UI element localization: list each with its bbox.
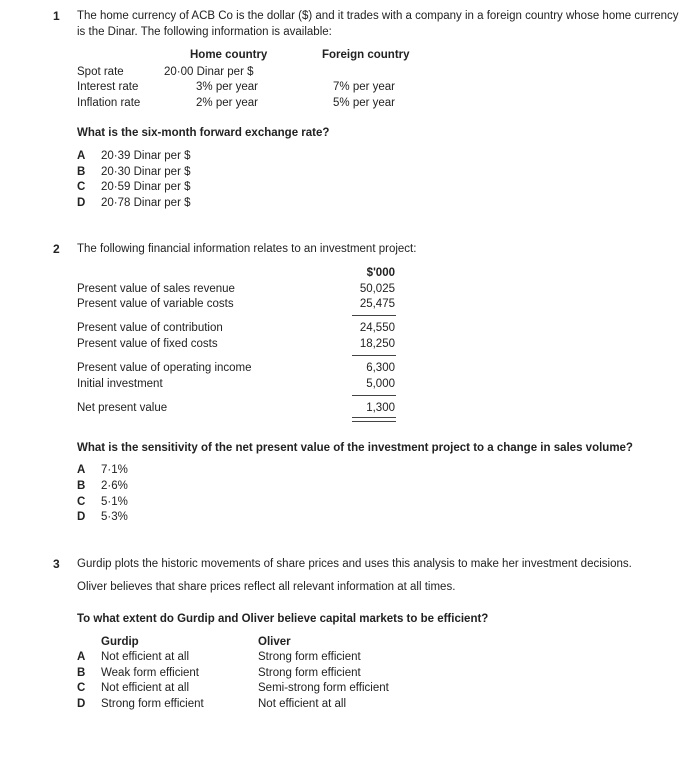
row-value: 18,250 <box>359 338 395 350</box>
foreign-value: 7% per year <box>333 81 396 93</box>
row-value: 5,000 <box>366 378 395 390</box>
row-label: Present value of sales revenue <box>77 283 235 295</box>
column-header-gurdip: Gurdip <box>101 636 139 648</box>
option-letter[interactable]: C <box>77 496 86 508</box>
row-label: Present value of contribution <box>77 322 223 334</box>
option-gurdip[interactable]: Not efficient at all <box>101 651 190 663</box>
row-label: Initial investment <box>77 378 163 390</box>
row-label: Present value of operating income <box>77 362 252 374</box>
column-header-home: Home country <box>190 49 268 61</box>
option-letter[interactable]: D <box>77 511 86 523</box>
home-value: 2% per year <box>196 97 259 109</box>
home-value: 20·00 Dinar per $ <box>164 66 254 78</box>
question-number: 3 <box>53 557 60 571</box>
option-letter[interactable]: D <box>77 698 86 710</box>
home-value: 3% per year <box>196 81 259 93</box>
total-double-rule <box>352 417 396 422</box>
option-letter[interactable]: B <box>77 480 86 492</box>
question-intro: The following financial information relates to an investment project: <box>77 243 417 255</box>
option-oliver[interactable]: Strong form efficient <box>258 651 361 663</box>
option-letter[interactable]: A <box>77 651 86 663</box>
option-letter[interactable]: B <box>77 166 86 178</box>
column-header-foreign: Foreign country <box>322 49 410 61</box>
subtotal-rule <box>352 355 396 356</box>
option-text[interactable]: 2·6% <box>101 480 128 492</box>
row-label: Net present value <box>77 402 168 414</box>
row-value: 50,025 <box>359 283 395 295</box>
row-value: 25,475 <box>359 298 395 310</box>
option-letter[interactable]: C <box>77 181 86 193</box>
row-label: Spot rate <box>77 66 124 78</box>
question-prompt: What is the six-month forward exchange rate? <box>77 127 330 139</box>
foreign-value: 5% per year <box>333 97 396 109</box>
option-text[interactable]: 5·1% <box>101 496 128 508</box>
question-number: 1 <box>53 9 60 23</box>
column-header-oliver: Oliver <box>258 636 291 648</box>
option-oliver[interactable]: Semi-strong form efficient <box>258 682 389 694</box>
row-value: 6,300 <box>366 362 395 374</box>
option-oliver[interactable]: Not efficient at all <box>258 698 347 710</box>
row-value: 1,300 <box>366 402 395 414</box>
option-letter[interactable]: C <box>77 682 86 694</box>
subtotal-rule <box>352 395 396 396</box>
question-prompt: To what extent do Gurdip and Oliver believe capital markets to be efficient? <box>77 613 489 625</box>
option-text[interactable]: 20·39 Dinar per $ <box>101 150 191 162</box>
option-gurdip[interactable]: Not efficient at all <box>101 682 190 694</box>
option-letter[interactable]: D <box>77 197 86 209</box>
question-number: 2 <box>53 242 60 256</box>
row-value: 24,550 <box>359 322 395 334</box>
option-text[interactable]: 5·3% <box>101 511 128 523</box>
question-intro: is the Dinar. The following information is available: <box>77 26 332 38</box>
subtotal-rule <box>352 315 396 316</box>
option-text[interactable]: 20·30 Dinar per $ <box>101 166 191 178</box>
row-label: Interest rate <box>77 81 139 93</box>
option-text[interactable]: 20·78 Dinar per $ <box>101 197 191 209</box>
option-oliver[interactable]: Strong form efficient <box>258 667 361 679</box>
question-intro: The home currency of ACB Co is the dollar ($) and it trades with a company in a foreign country whose home currency <box>77 10 679 22</box>
question-intro: Gurdip plots the historic movements of share prices and uses this analysis to make her investment decisions. <box>77 558 632 570</box>
option-text[interactable]: 7·1% <box>101 464 128 476</box>
option-gurdip[interactable]: Weak form efficient <box>101 667 200 679</box>
question-prompt: What is the sensitivity of the net present value of the investment project to a change in sales volume? <box>77 442 633 454</box>
option-letter[interactable]: A <box>77 150 86 162</box>
row-label: Present value of variable costs <box>77 298 234 310</box>
unit-header: $'000 <box>366 267 395 279</box>
option-letter[interactable]: B <box>77 667 86 679</box>
question-intro: Oliver believes that share prices reflect all relevant information at all times. <box>77 581 456 593</box>
option-text[interactable]: 20·59 Dinar per $ <box>101 181 191 193</box>
option-letter[interactable]: A <box>77 464 86 476</box>
row-label: Inflation rate <box>77 97 141 109</box>
option-gurdip[interactable]: Strong form efficient <box>101 698 204 710</box>
row-label: Present value of fixed costs <box>77 338 218 350</box>
